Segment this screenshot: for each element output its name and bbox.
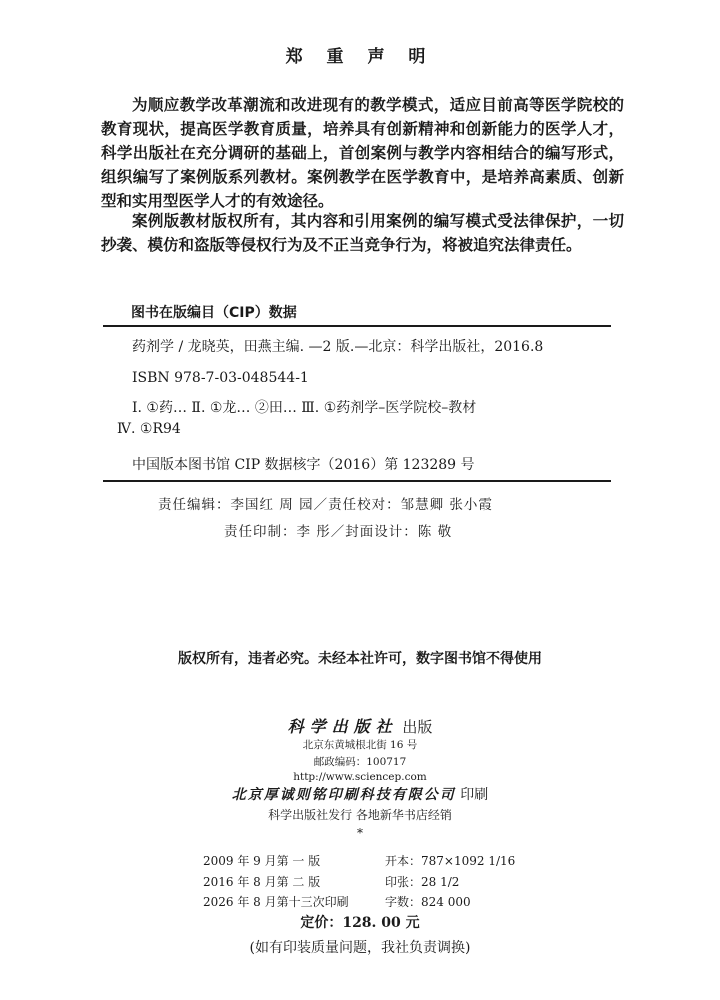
cip-call-number-line: Ⅳ. ①R94 — [117, 421, 181, 437]
cip-record-number-line: 中国版本图书馆 CIP 数据核字（2016）第 123289 号 — [132, 457, 475, 473]
separator-asterisk: * — [357, 826, 363, 840]
publisher-url: http://www.sciencep.com — [293, 771, 427, 783]
cip-heading: 图书在版编目（CIP）数据 — [131, 305, 297, 321]
publisher-postcode: 邮政编码：100717 — [313, 756, 407, 768]
quality-notice: (如有印装质量问题，我社负责调换) — [249, 940, 471, 956]
publisher-suffix: 出版 — [402, 718, 433, 736]
cip-top-rule — [103, 325, 611, 327]
distribution-line: 科学出版社发行 各地新华书店经销 — [268, 808, 452, 822]
edition-row-3-right: 字数：824 000 — [385, 895, 471, 909]
staff-editors-line: 责任编辑：李国红 周 园／责任校对：邹慧卿 张小霞 — [158, 497, 493, 513]
statement-paragraph-2: 案例版教材版权所有，其内容和引用案例的编写模式受法律保护，一切抄袭、模仿和盗版等侵权行为及不正当竞争行为，将被追究法律责任。 — [101, 212, 624, 254]
printer-name: 北京厚诚则铭印刷科技有限公司 — [231, 787, 456, 803]
statement-title: 郑 重 声 明 — [285, 47, 435, 67]
edition-row-3-left: 2026 年 8 月第十三次印刷 — [203, 895, 349, 909]
printer-suffix: 印刷 — [460, 787, 489, 803]
printer-line — [0, 784, 720, 804]
price: 定价：128. 00 元 — [300, 915, 420, 931]
copyright-notice: 版权所有，违者必究。未经本社许可，数字图书馆不得使用 — [178, 651, 542, 667]
edition-row-2-left: 2016 年 8 月第 二 版 — [203, 875, 321, 889]
staff-printing-design-line: 责任印制：李 彤／封面设计：陈 敬 — [224, 524, 453, 540]
publisher-line — [0, 714, 720, 737]
cip-classification-line: Ⅰ. ①药… Ⅱ. ①龙… ②田… Ⅲ. ①药剂学–医学院校–教材 — [132, 400, 477, 416]
cip-bibliographic-line: 药剂学 / 龙晓英，田燕主编. —2 版.—北京：科学出版社，2016.8 — [132, 339, 544, 355]
edition-row-2-right: 印张：28 1/2 — [385, 875, 460, 889]
statement-paragraph-1: 为顺应教学改革潮流和改进现有的教学模式，适应目前高等医学院校的教育现状，提高医学教育质量，培养具有创新精神和创新能力的医学人才，科学出版社在充分调研的基础上，首创案例与教学内容相结合的编写形式，组织编写了案例版系列教材。案例教学在医学教育中，是培养高素质、创新型和实用型医学人才的有效途径。 — [101, 96, 624, 210]
publisher-address: 北京东黄城根北街 16 号 — [302, 739, 418, 751]
cip-bottom-rule — [103, 480, 611, 482]
edition-row-1-left: 2009 年 9 月第 一 版 — [203, 854, 321, 868]
publisher-name: 科学出版社 — [287, 717, 398, 736]
edition-row-1-right: 开本：787×1092 1/16 — [385, 854, 516, 868]
cip-isbn-line: ISBN 978-7-03-048544-1 — [132, 370, 309, 386]
